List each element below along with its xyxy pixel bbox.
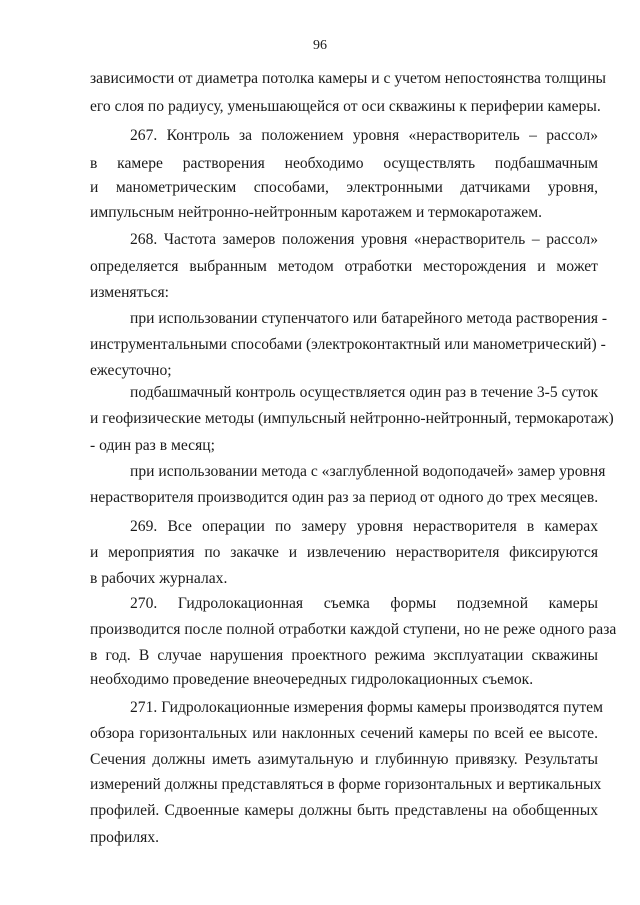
- text-line: инструментальными способами (электроконтактный или манометрический) -: [90, 336, 606, 353]
- text-line: - один раз в месяц;: [90, 437, 215, 454]
- text-line: 268. Частота замеров положения уровня «нерастворитель – рассол»: [130, 231, 598, 248]
- text-line: в рабочих журналах.: [90, 570, 228, 587]
- text-line: нерастворителя производится один раз за период от одного до трех месяцев.: [90, 489, 599, 506]
- page-number: 96: [313, 38, 327, 53]
- text-line: определяется выбранным методом отработки месторождения и может: [90, 258, 598, 275]
- text-line: в камере растворения необходимо осуществлять подбашмачным: [90, 155, 598, 172]
- text-line: профилях.: [90, 829, 160, 846]
- text-line: в год. В случае нарушения проектного режима эксплуатации скважины: [90, 647, 598, 664]
- text-line: зависимости от диаметра потолка камеры и с учетом непостоянства толщины: [90, 70, 607, 87]
- text-line: 270. Гидролокационная съемка формы подземной камеры: [130, 595, 598, 612]
- text-line: и мероприятия по закачке и извлечению нерастворителя фиксируются: [90, 544, 598, 561]
- text-line: при использовании ступенчатого или батарейного метода растворения -: [130, 310, 608, 327]
- text-line: 269. Все операции по замеру уровня нерастворителя в камерах: [130, 518, 598, 535]
- text-line: 267. Контроль за положением уровня «нерастворитель – рассол»: [130, 127, 598, 144]
- text-line: 271. Гидролокационные измерения формы камеры производятся путем: [130, 699, 603, 716]
- text-line: и геофизические методы (импульсный нейтронно-нейтронный, термокаротаж): [90, 410, 614, 427]
- text-line: производится после полной отработки каждой ступени, но не реже одного раза: [90, 621, 617, 638]
- text-line: измерений должны представляться в форме горизонтальных и вертикальных: [90, 776, 602, 793]
- text-line: ежесуточно;: [90, 362, 172, 379]
- text-line: обзора горизонтальных или наклонных сечений камеры по всей ее высоте.: [90, 725, 598, 742]
- text-line: импульсным нейтронно-нейтронным каротажем и термокаротажем.: [90, 204, 542, 221]
- text-line: его слоя по радиусу, уменьшающейся от оси скважины к периферии камеры.: [90, 98, 601, 115]
- text-line: и манометрическим способами, электронными датчиками уровня,: [90, 179, 598, 196]
- text-line: необходимо проведение внеочередных гидролокационных съемок.: [90, 671, 534, 688]
- text-line: Сечения должны иметь азимутальную и глубинную привязку. Результаты: [90, 751, 598, 768]
- text-line: профилей. Сдвоенные камеры должны быть представлены на обобщенных: [90, 802, 598, 819]
- text-line: при использовании метода с «заглубленной водоподачей» замер уровня: [130, 463, 606, 480]
- text-line: изменяться:: [90, 284, 169, 301]
- text-line: подбашмачный контроль осуществляется один раз в течение 3-5 суток: [130, 384, 599, 401]
